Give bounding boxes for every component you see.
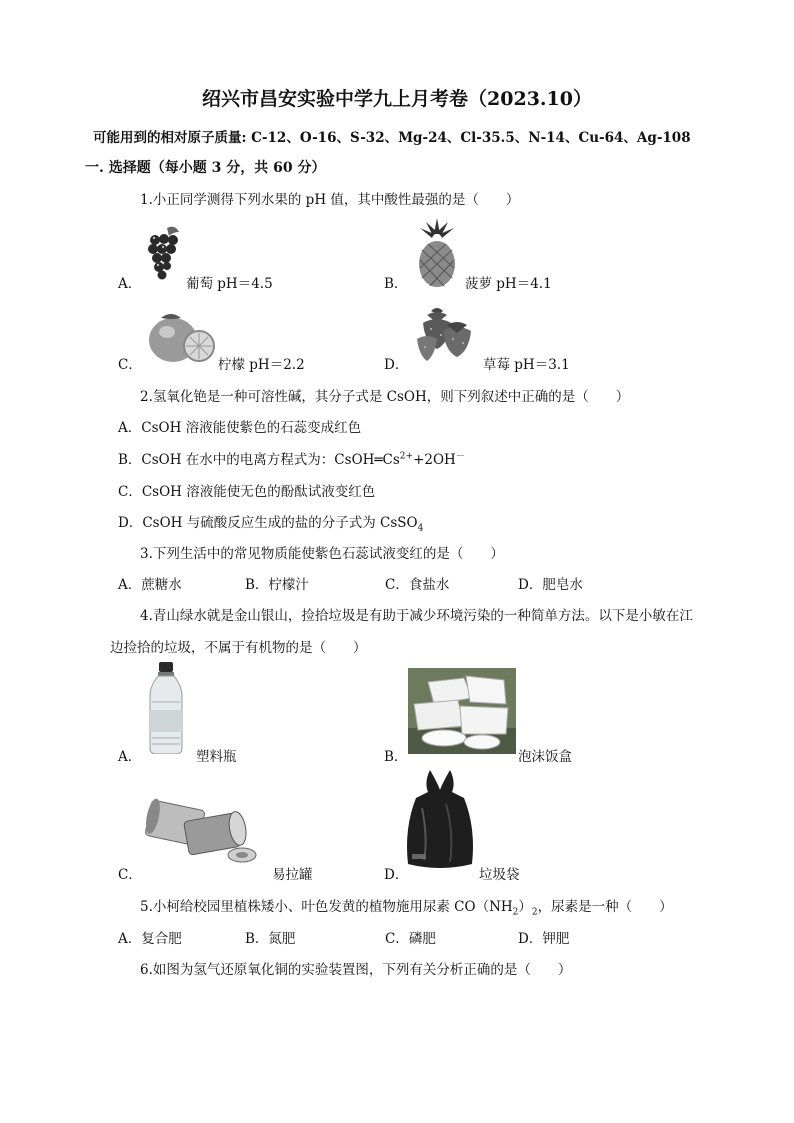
atomic-masses: 可能用到的相对原子质量: C-12、O-16、S-32、Mg-24、Cl-35.5、N-14、Cu-64、Ag-108 [93,130,691,146]
q1-stem: 1.小正同学测得下列水果的 pH 值，其中酸性最强的是（ ） [140,192,520,208]
cans-image [142,795,267,873]
q3-option-c: C．食盐水 [385,577,450,593]
q2-option-d: D．CsOH 与硫酸反应生成的盐的分子式为 CsSO$_4$ [118,515,424,534]
q4-a-letter: A． [118,749,142,765]
q4-stem-line2: 边捡拾的垃圾，不属于有机物的是（ ） [110,640,367,656]
q5-option-b: B．氮肥 [245,931,296,947]
q6-stem: 6.如图为氢气还原氧化铜的实验装置图，下列有关分析正确的是（ ） [140,962,572,978]
pineapple-image [414,218,460,288]
q1-c-label: 柠檬 pH＝2.2 [218,357,305,373]
q4-stem-line1: 4.青山绿水就是金山银山，捡拾垃圾是有助于减少环境污染的一种简单方法。以下是小敏在江 [140,608,693,624]
q1-b-label: 菠萝 pH＝4.1 [465,276,552,292]
q1-a-letter: A． [118,276,142,292]
q2-option-c: C．CsOH 溶液能使无色的酚酞试液变红色 [118,484,376,500]
exam-title: 绍兴市昌安实验中学九上月考卷（2023.10） [202,88,592,110]
q1-b-letter: B． [384,276,408,292]
plastic-bottle-image [148,662,184,754]
q2-option-a: A．CsOH 溶液能使紫色的石蕊变成红色 [118,420,362,436]
q4-b-letter: B． [384,749,408,765]
q1-a-label: 葡萄 pH＝4.5 [186,276,273,292]
section-heading: 一. 选择题（每小题 3 分，共 60 分） [85,160,326,176]
q3-option-d: D．肥皂水 [518,577,583,593]
q5-option-a: A．复合肥 [118,931,182,947]
q3-stem: 3.下列生活中的常见物质能使紫色石蕊试液变红的是（ ） [140,546,504,562]
q2-stem: 2.氢氧化铯是一种可溶性碱，其分子式是 CsOH，则下列叙述中正确的是（ ） [140,389,630,405]
q4-d-label: 垃圾袋 [479,867,520,883]
q4-b-label: 泡沫饭盒 [518,749,572,765]
strawberry-image [413,305,483,363]
q4-d-letter: D． [384,867,409,883]
q5-option-c: C．磷肥 [385,931,436,947]
q3-option-b: B．柠檬汁 [245,577,309,593]
q2-option-b: B．CsOH 在水中的电离方程式为：$CsOH═Cs^{2+}+2OH^-$ [118,451,465,468]
q4-c-letter: C． [118,867,142,883]
grapes-image [145,224,187,284]
q4-c-label: 易拉罐 [272,867,313,883]
foam-box-image [408,668,516,754]
q4-a-label: 塑料瓶 [196,749,237,765]
q5-stem: 5.小柯给校园里植株矮小、叶色发黄的植物施用尿素 $CO(NH_2)_2$，尿素是一种（ ） [140,899,673,918]
lemon-image [147,312,217,364]
q1-c-letter: C． [118,357,142,373]
q1-d-label: 草莓 pH＝3.1 [483,357,570,373]
garbage-bag-image [402,768,478,872]
q5-option-d: D．钾肥 [518,931,570,947]
q1-d-letter: D． [384,357,409,373]
q3-option-a: A．蔗糖水 [118,577,182,593]
